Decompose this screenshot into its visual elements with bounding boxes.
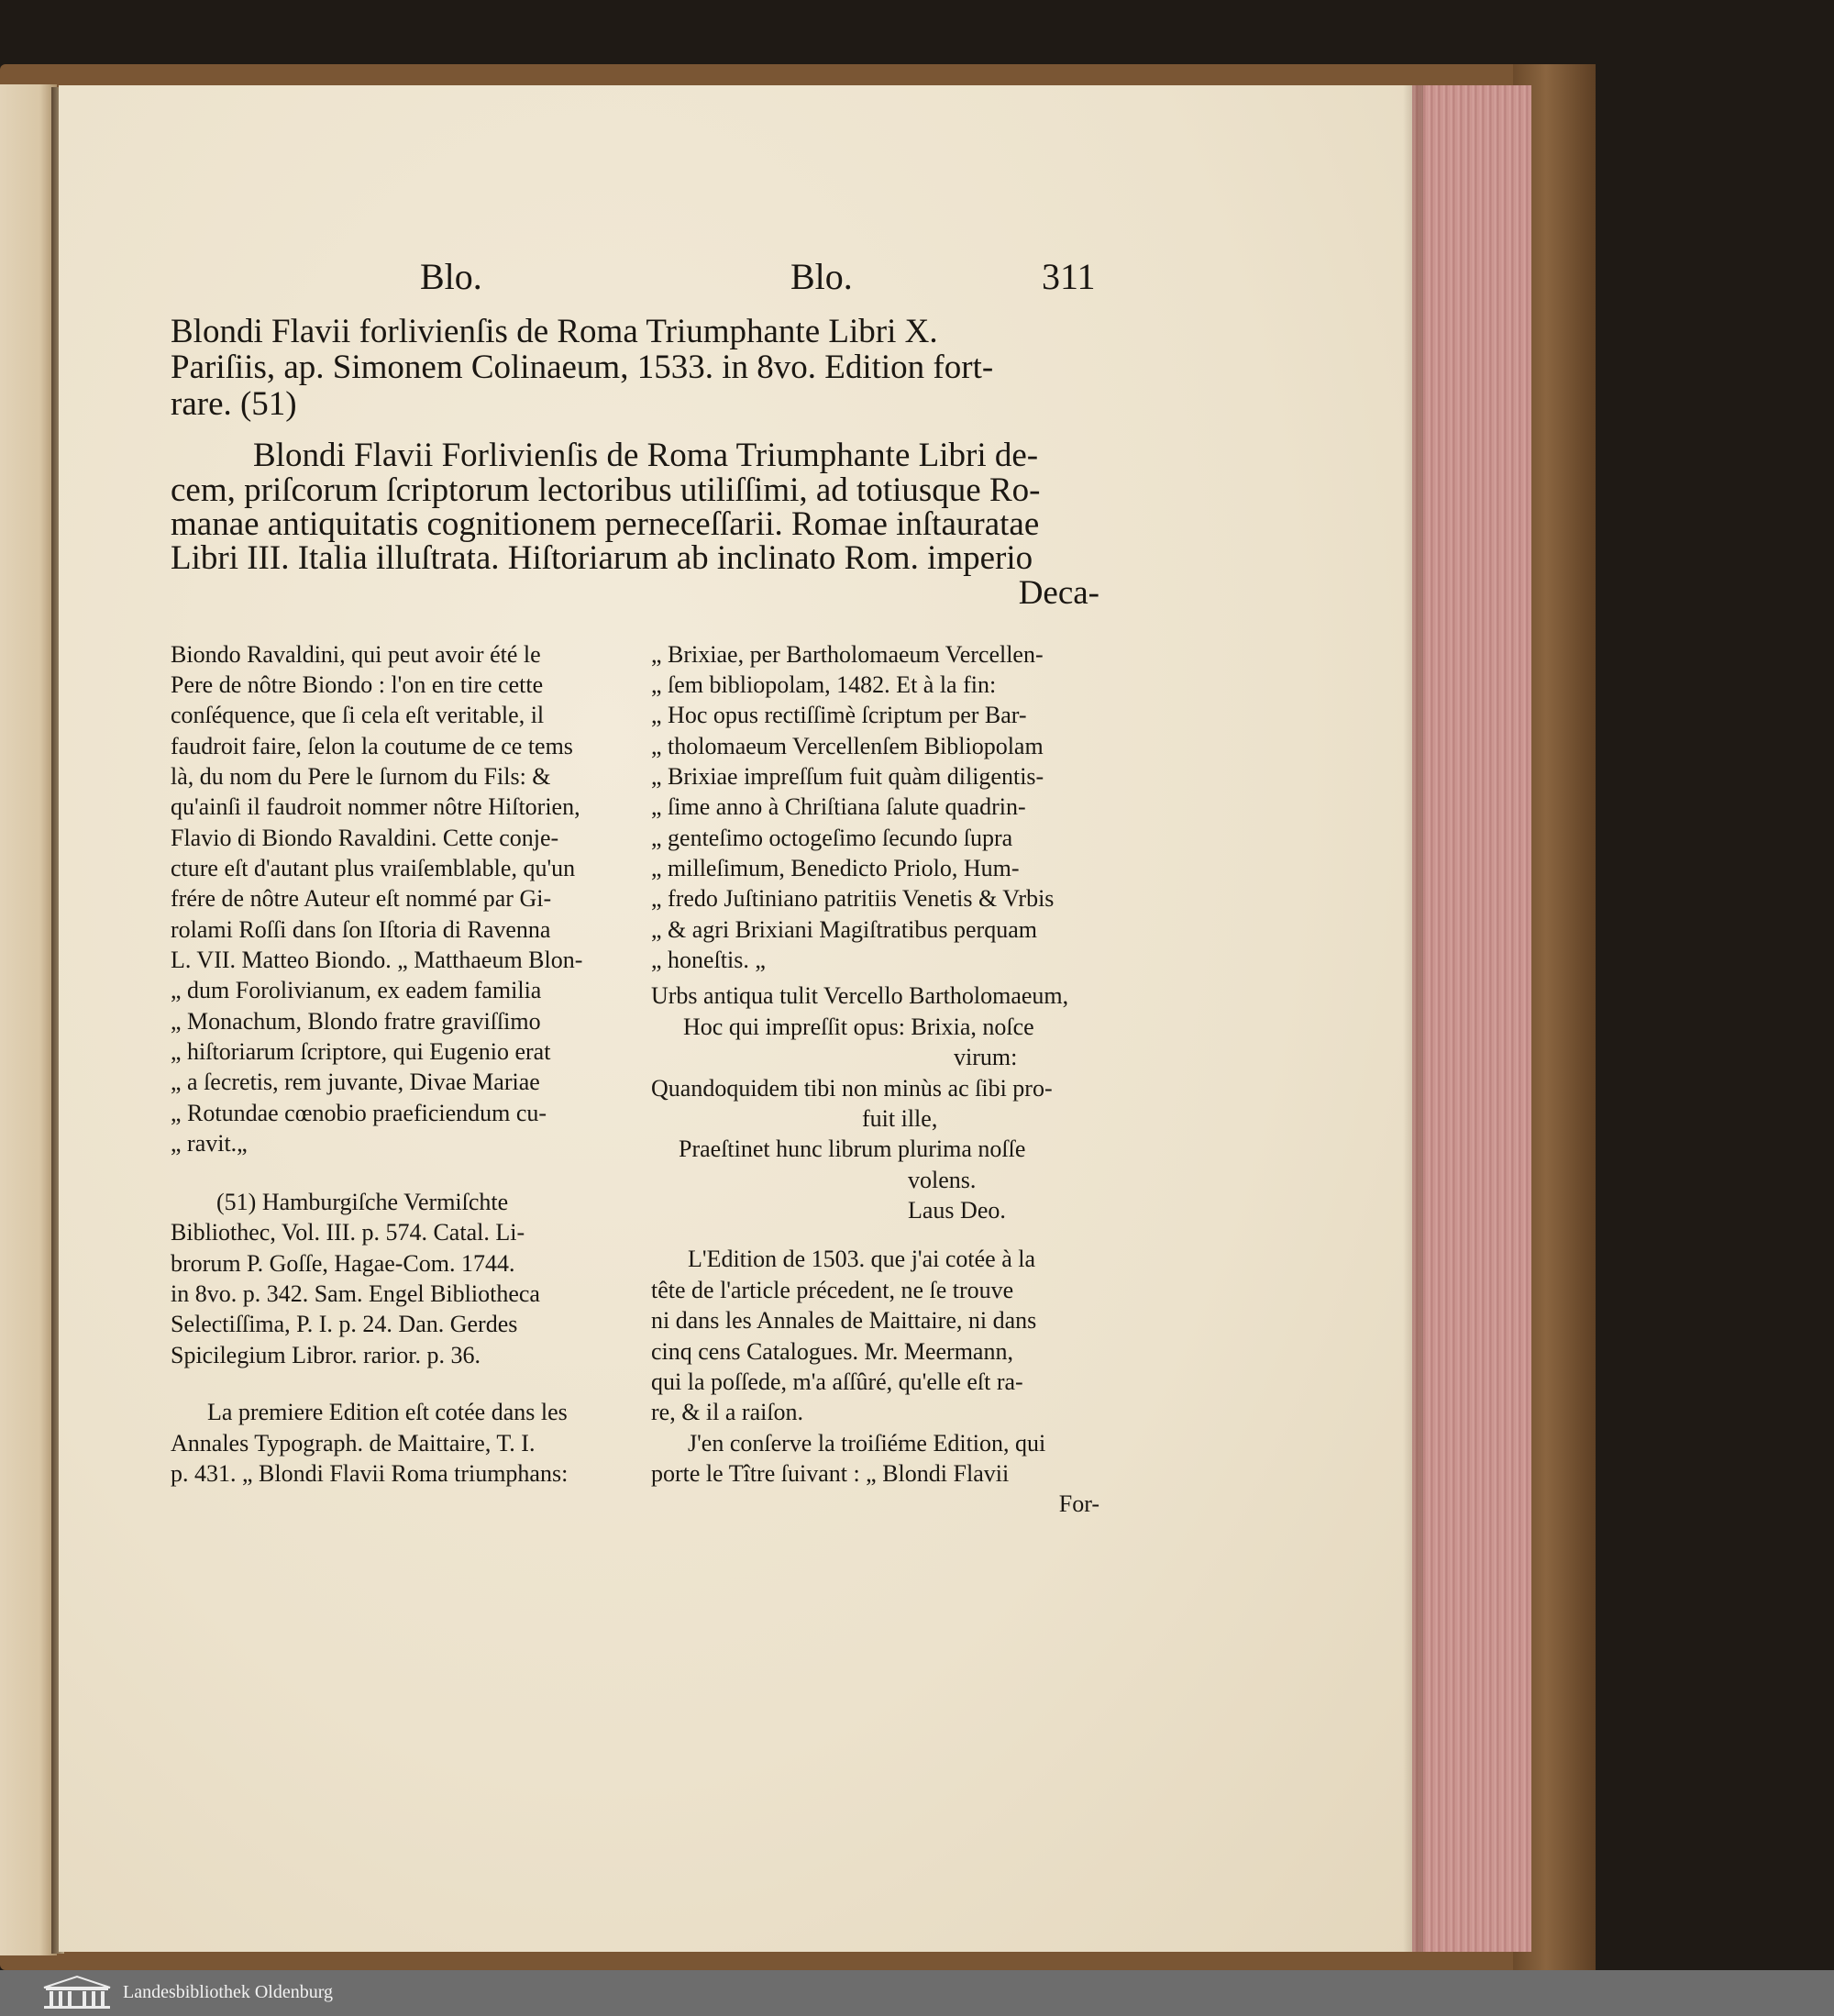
right-col-line-10: „ & agri Brixiani Magiſtratibus perquam — [651, 916, 1037, 943]
left-col-line-8: cture eſt d'autant plus vraiſemblable, qu'un — [171, 855, 576, 881]
right-col-line-19: Laus Deo. — [908, 1197, 1006, 1224]
right-col-line-27: porte le Tître ſuivant : „ Blondi Flavii — [651, 1460, 1010, 1487]
left-col-line-6: qu'ainſi il faudroit nommer nôtre Hiſtorien, — [171, 793, 580, 820]
main-line-2: Pariſiis, ap. Simonem Colinaeum, 1533. in 8vo. Edition fort- — [171, 349, 994, 386]
left-col-line-14: „ hiſtoriarum ſcriptore, qui Eugenio erat — [171, 1038, 551, 1065]
right-col-line-4: „ tholomaeum Vercellenſem Bibliopolam — [651, 733, 1044, 759]
left-col-line-15: „ a ſecretis, rem juvante, Divae Mariae — [171, 1069, 540, 1095]
header-center: Blo. — [790, 256, 853, 297]
left-col-line-3: conſéquence, que ſi cela eſt veritable, il — [171, 702, 545, 728]
right-col-line-11: „ honeſtis. „ — [651, 947, 766, 973]
left-col-line-26: p. 431. „ Blondi Flavii Roma triumphans: — [171, 1460, 569, 1487]
left-col-line-20: brorum P. Goſſe, Hagae-Com. 1744. — [171, 1250, 515, 1277]
right-col-line-12: Urbs antiqua tulit Vercello Bartholomaeum, — [651, 982, 1069, 1009]
left-col-line-24: La premiere Edition eſt cotée dans les — [207, 1399, 568, 1425]
right-col-line-8: „ milleſimum, Benedicto Priolo, Hum- — [651, 855, 1020, 881]
main-line-1: Blondi Flavii forlivienſis de Roma Triumphante Libri X. — [171, 313, 938, 350]
right-col-line-9: „ fredo Juſtiniano patritiis Venetis & Vrbis — [651, 885, 1055, 912]
right-col-line-23: cinq cens Catalogues. Mr. Meermann, — [651, 1338, 1013, 1365]
left-col-line-7: Flavio di Biondo Ravaldini. Cette conje- — [171, 825, 559, 851]
main-line-8: Deca- — [1018, 574, 1099, 612]
library-name: Landesbibliothek Oldenburg — [123, 1982, 334, 2002]
right-col-line-3: „ Hoc opus rectiſſimè ſcriptum per Bar- — [651, 702, 1027, 728]
left-col-line-9: frére de nôtre Auteur eſt nommé par Gi- — [171, 885, 552, 912]
right-col-line-13: Hoc qui impreſſit opus: Brixia, noſce — [683, 1014, 1034, 1040]
right-col-line-22: ni dans les Annales de Maittaire, ni dans — [651, 1307, 1037, 1334]
left-col-line-23: Spicilegium Libror. rarior. p. 36. — [171, 1342, 481, 1368]
main-line-6: manae antiquitatis cognitionem perneceſſarii. Romae inſtauratae — [171, 505, 1040, 543]
left-col-line-25: Annales Typograph. de Maittaire, T. I. — [171, 1430, 536, 1457]
left-col-line-18: (51) Hamburgiſche Vermiſchte — [216, 1189, 509, 1215]
right-col-line-2: „ ſem bibliopolam, 1482. Et à la fin: — [651, 671, 997, 698]
page-edges — [1412, 85, 1531, 1952]
left-page-sliver — [0, 84, 57, 1955]
right-col-line-17: Praeſtinet hunc librum plurima noſſe — [679, 1135, 1026, 1162]
right-col-line-15: Quandoquidem tibi non minùs ac ſibi pro- — [651, 1075, 1053, 1102]
right-col-line-24: qui la poſſede, m'a aſſûré, qu'elle eſt ra- — [651, 1368, 1023, 1395]
right-col-line-21: tête de l'article précedent, ne ſe trouve — [651, 1277, 1014, 1303]
right-col-line-26: J'en conſerve la troiſiéme Edition, qui — [688, 1430, 1046, 1457]
right-col-line-1: „ Brixiae, per Bartholomaeum Vercellen- — [651, 641, 1044, 668]
right-col-line-25: re, & il a raiſon. — [651, 1399, 804, 1425]
right-col-line-14: virum: — [954, 1044, 1018, 1070]
left-col-line-17: „ ravit.„ — [171, 1130, 248, 1157]
right-col-line-18: volens. — [908, 1167, 977, 1193]
left-col-line-12: „ dum Forolivianum, ex eadem familia — [171, 977, 542, 1003]
right-col-line-16: fuit ille, — [862, 1105, 938, 1132]
left-col-line-22: Selectiſſima, P. I. p. 24. Dan. Gerdes — [171, 1311, 518, 1337]
left-col-line-10: rolami Roſſi dans ſon Iſtoria di Ravenna — [171, 916, 551, 943]
left-col-line-16: „ Rotundae cœnobio praeficiendum cu- — [171, 1100, 547, 1126]
header-left: Blo. — [420, 256, 482, 297]
right-col-line-6: „ ſime anno à Chriſtiana ſalute quadrin- — [651, 793, 1026, 820]
right-col-line-20: L'Edition de 1503. que j'ai cotée à la — [688, 1246, 1036, 1272]
library-building-icon — [40, 1975, 114, 2011]
main-line-5: cem, priſcorum ſcriptorum lectoribus utiliſſimi, ad totiusque Ro- — [171, 471, 1041, 509]
left-col-line-21: in 8vo. p. 342. Sam. Engel Bibliotheca — [171, 1280, 540, 1307]
left-col-line-2: Pere de nôtre Biondo : l'on en tire cette — [171, 671, 544, 698]
left-col-line-11: L. VII. Matteo Biondo. „ Matthaeum Blon- — [171, 947, 583, 973]
left-col-line-5: là, du nom du Pere le ſurnom du Fils: & — [171, 763, 551, 790]
main-line-3: rare. (51) — [171, 385, 297, 423]
main-line-7: Libri III. Italia illuſtrata. Hiſtoriarum ab inclinato Rom. imperio — [171, 539, 1033, 577]
page-number: 311 — [1042, 256, 1096, 297]
left-col-line-1: Biondo Ravaldini, qui peut avoir été le — [171, 641, 541, 668]
page-edge-shadow — [1403, 85, 1423, 1952]
right-col-line-28: For- — [1058, 1490, 1099, 1517]
right-col-line-5: „ Brixiae impreſſum fuit quàm diligentis- — [651, 763, 1044, 790]
left-col-line-4: faudroit faire, ſelon la coutume de ce tems — [171, 733, 573, 759]
left-col-line-19: Bibliothec, Vol. III. p. 574. Catal. Li- — [171, 1219, 525, 1246]
main-line-4: Blondi Flavii Forlivienſis de Roma Triumphante Libri de- — [253, 437, 1039, 474]
right-col-line-7: „ genteſimo octogeſimo ſecundo ſupra — [651, 825, 1013, 851]
left-col-line-13: „ Monachum, Blondo fratre graviſſimo — [171, 1008, 541, 1035]
